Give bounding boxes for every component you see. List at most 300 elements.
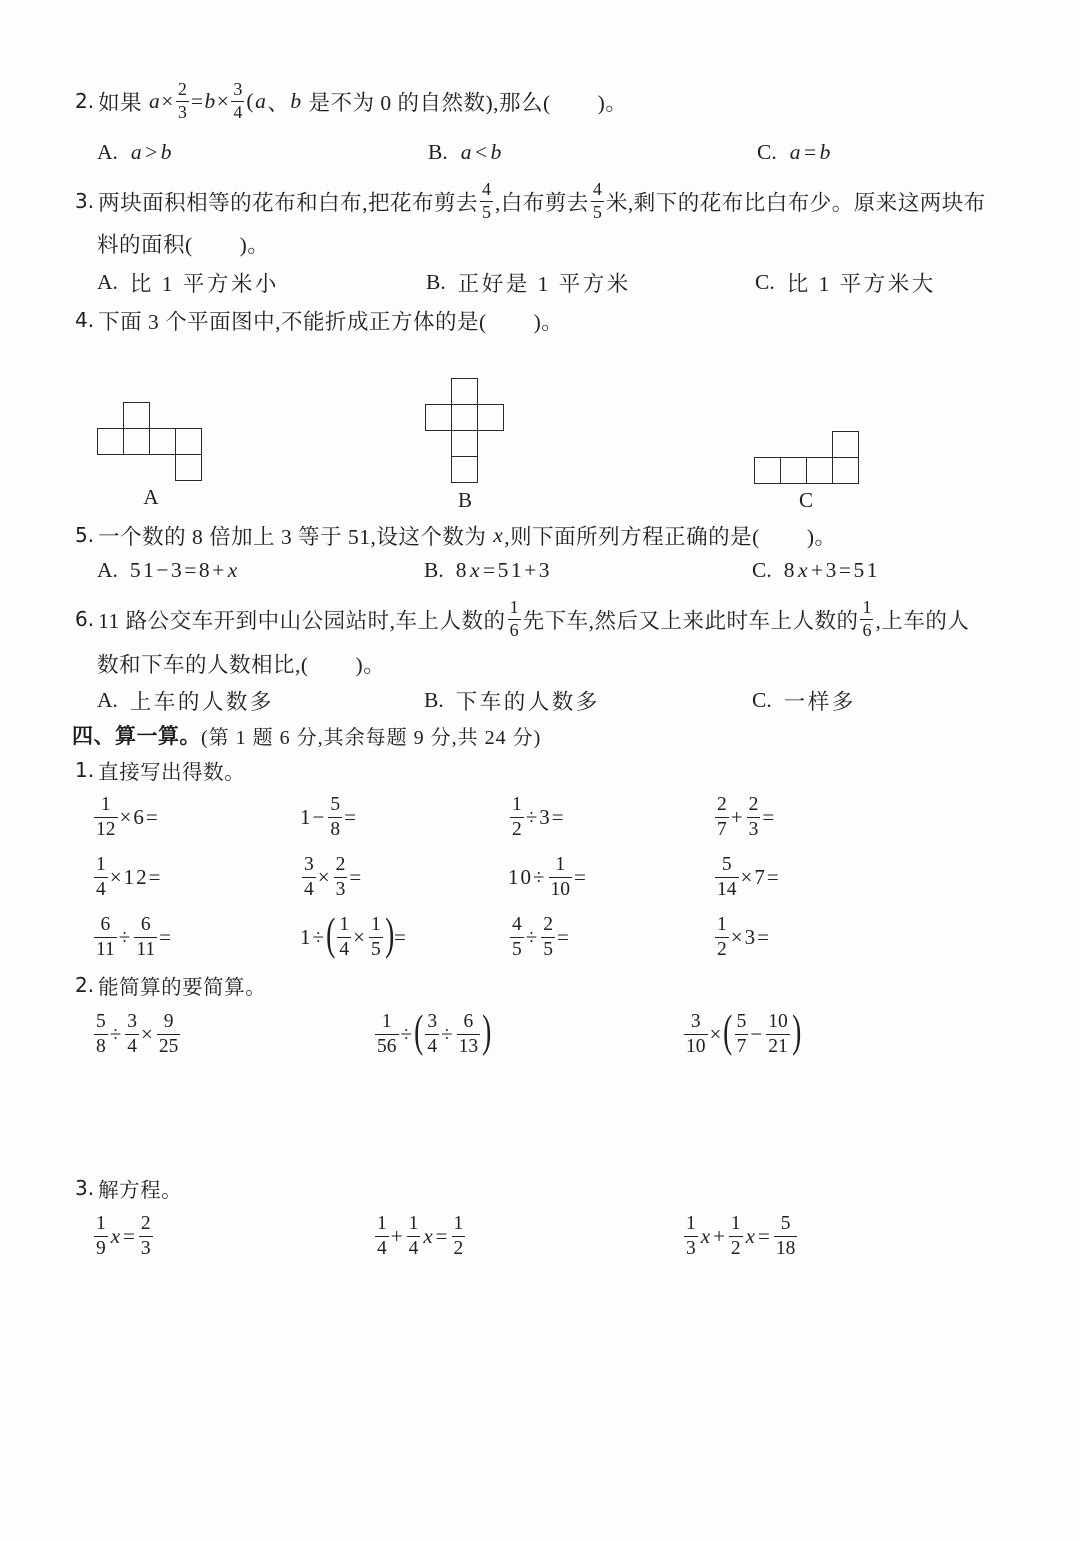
option-label: C. (755, 269, 775, 294)
fraction (369, 914, 383, 959)
fraction (94, 794, 118, 839)
math-variable: a (789, 139, 803, 164)
fraction-numerator: 1 (508, 598, 521, 619)
text-run: 比 1 平方米大 (786, 271, 936, 296)
question-text (98, 520, 836, 551)
fraction-numerator: 2 (334, 854, 348, 877)
fraction-denominator: 6 (862, 619, 872, 640)
math-variable: x (700, 1223, 713, 1248)
fraction-numerator: 3 (231, 80, 244, 101)
fraction-denominator: 7 (717, 818, 727, 840)
calc-item (508, 915, 571, 959)
calc-item (92, 915, 173, 959)
equation-item (92, 1214, 155, 1258)
text-run: 先下车,然后又上来此时车上人数的 (522, 608, 859, 633)
net-cell (477, 404, 504, 431)
question-5-option-a (97, 548, 241, 592)
question-number: 2. (75, 89, 95, 113)
net-cell (451, 430, 478, 457)
fraction (729, 1213, 743, 1258)
part-number: 1. (75, 758, 95, 782)
fraction (541, 914, 555, 959)
fraction-denominator: 5 (481, 201, 491, 222)
fraction-denominator: 11 (96, 938, 115, 960)
fraction (94, 914, 117, 959)
option-label: A. (97, 269, 118, 294)
text-run: = (159, 924, 173, 949)
text-run: 10÷ (508, 864, 547, 889)
fraction-denominator: 3 (335, 878, 346, 900)
fraction (139, 1213, 153, 1258)
question-text (97, 228, 269, 259)
text-run: = (435, 1223, 450, 1248)
fraction (480, 180, 493, 222)
net-cell (175, 454, 202, 481)
fraction (425, 1011, 439, 1056)
text-run: × (353, 924, 367, 949)
option-text (456, 685, 600, 716)
fraction (766, 1011, 790, 1056)
text-run: ,白布剪去 (494, 190, 589, 215)
question-3-stem-continued (97, 221, 269, 265)
fraction-numerator: 9 (157, 1011, 181, 1034)
fraction (510, 914, 524, 959)
equation-item (682, 1214, 799, 1258)
text-run: 1÷ (300, 924, 327, 949)
fraction (375, 1213, 389, 1258)
text-run: 如果 (98, 90, 148, 115)
text-run: × (317, 864, 332, 889)
net-cell (451, 456, 478, 483)
fraction (452, 1213, 466, 1258)
text-run: = (758, 1223, 772, 1248)
fraction-numerator: 10 (766, 1011, 790, 1034)
fraction-numerator: 3 (125, 1011, 139, 1034)
text-run: = (190, 88, 204, 113)
option-label: B. (428, 139, 448, 164)
net-cell (451, 378, 478, 405)
option-text (787, 267, 936, 298)
math-variable: b (490, 139, 504, 164)
text-run: ( (246, 88, 255, 113)
simplify-item (373, 1005, 492, 1057)
text-run: + (713, 1223, 727, 1248)
text-run: = (344, 804, 358, 829)
fraction-numerator: 1 (452, 1213, 466, 1236)
option-text (130, 267, 279, 298)
fraction-numerator: 3 (425, 1011, 439, 1034)
fraction-numerator: 2 (747, 794, 761, 817)
question-2-option-a (97, 130, 175, 174)
text-run: ×7= (740, 864, 781, 889)
fraction-numerator: 1 (407, 1213, 421, 1236)
fraction-denominator: 9 (96, 1237, 106, 1259)
part-2-heading (75, 963, 266, 1007)
fraction-numerator: 2 (715, 794, 729, 817)
fraction-numerator: 1 (369, 914, 383, 937)
fraction-denominator: 56 (377, 1035, 397, 1057)
fraction-numerator: 5 (94, 1011, 108, 1034)
text-run: 下车的人数多 (455, 689, 600, 714)
option-text (784, 558, 880, 583)
math-variable: b (290, 88, 302, 113)
fraction (375, 1011, 399, 1056)
question-5-option-b (424, 548, 552, 592)
fraction-denominator: 21 (768, 1035, 788, 1057)
question-number: 3. (75, 189, 95, 213)
part-number: 3. (75, 1176, 95, 1200)
text-run: ×12= (109, 864, 163, 889)
math-variable: x (797, 557, 811, 582)
text-run: ÷3= (525, 804, 566, 829)
fraction-numerator: 5 (735, 1011, 749, 1034)
calc-item (508, 795, 566, 839)
fraction-numerator: 2 (541, 914, 555, 937)
text-run: × (141, 1021, 155, 1046)
math-variable: x (110, 1223, 123, 1248)
question-number: 4. (75, 308, 95, 332)
fraction-numerator: 4 (591, 180, 604, 201)
fraction-denominator: 6 (509, 619, 519, 640)
text-run: ÷ (441, 1021, 455, 1046)
math-variable: a (130, 139, 145, 164)
text-run: 1− (300, 804, 327, 829)
text-run: ÷ (118, 924, 133, 949)
math-variable: a (460, 139, 474, 164)
option-label: A. (97, 557, 118, 582)
fraction (457, 1011, 481, 1056)
text-run: − (750, 1021, 765, 1046)
fraction (176, 80, 189, 122)
text-run: ×6= (119, 804, 160, 829)
fraction (684, 1011, 708, 1056)
fraction-numerator: 1 (549, 854, 573, 877)
text-run: ,则下面所列方程正确的是( )。 (504, 524, 837, 549)
question-text (98, 80, 627, 122)
question-2-option-b (428, 130, 505, 174)
option-label: B. (424, 557, 444, 582)
fraction-numerator: 1 (510, 794, 524, 817)
fraction-denominator: 2 (453, 1237, 464, 1259)
figure-label: B (457, 488, 472, 512)
fraction-numerator: 1 (715, 914, 729, 937)
fraction-numerator: 6 (94, 914, 117, 937)
text-run: ÷ (525, 924, 540, 949)
fraction-denominator: 13 (458, 1035, 479, 1057)
fraction-denominator: 14 (717, 878, 737, 900)
text-run: =51+3 (483, 557, 553, 582)
text-run: × (709, 1021, 724, 1046)
fraction-denominator: 3 (748, 818, 759, 840)
fraction-denominator: 2 (730, 1237, 741, 1259)
net-cell (123, 402, 150, 429)
fraction (337, 914, 351, 959)
fraction (715, 794, 729, 839)
calc-item (92, 855, 162, 899)
fraction-numerator: 1 (684, 1213, 698, 1236)
text-run: +3=51 (811, 557, 881, 582)
fraction-denominator: 10 (686, 1035, 706, 1057)
fraction-numerator: 1 (94, 794, 118, 817)
fraction (94, 1213, 108, 1258)
large-parenthesis: ( (723, 1005, 733, 1056)
text-run: 8 (783, 557, 797, 582)
option-text (460, 140, 505, 165)
fraction-denominator: 4 (304, 878, 314, 900)
fraction-denominator: 4 (96, 878, 106, 900)
option-label: B. (424, 687, 444, 712)
fraction-denominator: 3 (177, 101, 187, 122)
fraction-numerator: 1 (337, 914, 351, 937)
question-2-stem (75, 79, 627, 123)
simplify-item (682, 1005, 802, 1057)
text-run: 下面 3 个平面图中,不能折成正方体的是( )。 (98, 309, 564, 334)
fraction-denominator: 4 (233, 101, 243, 122)
fraction-numerator: 2 (176, 80, 189, 101)
text-run: 、 (267, 90, 290, 115)
text-run: 上车的人数多 (129, 689, 274, 714)
question-text (98, 598, 969, 640)
fraction (231, 80, 244, 122)
fraction (134, 914, 157, 959)
net-cell (97, 428, 124, 455)
fraction-denominator: 25 (158, 1035, 179, 1057)
fraction-denominator: 8 (96, 1035, 106, 1057)
large-parenthesis: ) (482, 1005, 492, 1056)
calc-item (713, 855, 781, 899)
fraction-denominator: 10 (550, 878, 571, 900)
math-variable: x (227, 557, 240, 582)
question-6-stem (75, 597, 969, 641)
text-run: 两块面积相等的花布和白布,把花布剪去 (98, 190, 478, 215)
net-cell (175, 428, 202, 455)
math-variable: a (148, 88, 161, 113)
text-run: 正好是 1 平方米 (457, 271, 631, 296)
fraction (125, 1011, 139, 1056)
text-run: + (730, 804, 745, 829)
calc-item (713, 795, 776, 839)
question-2-option-c (757, 130, 834, 174)
text-run: ×3= (730, 924, 771, 949)
option-label: C. (757, 139, 777, 164)
math-variable: b (204, 88, 216, 113)
fraction-denominator: 2 (717, 938, 727, 960)
fraction (94, 1011, 108, 1056)
option-text (789, 140, 834, 165)
fraction-denominator: 11 (136, 938, 156, 960)
part-number: 2. (75, 973, 95, 997)
option-label: B. (426, 269, 446, 294)
text-run: = (803, 139, 819, 164)
part-1-heading (75, 748, 245, 792)
fraction (684, 1213, 698, 1258)
question-3-option-c (755, 260, 936, 304)
calc-item (300, 908, 408, 960)
fraction-numerator: 1 (729, 1213, 743, 1236)
fraction-numerator: 5 (715, 854, 739, 877)
large-parenthesis: ( (414, 1005, 424, 1056)
fraction-numerator: 3 (302, 854, 316, 877)
option-text (456, 558, 552, 583)
text-run: 一样多 (783, 689, 856, 714)
part-3-heading (75, 1166, 182, 1210)
fraction-numerator: 6 (457, 1011, 481, 1034)
fraction-denominator: 5 (543, 938, 554, 960)
section-title: 四、算一算。 (72, 724, 201, 748)
fraction-denominator: 4 (377, 1237, 387, 1259)
fraction (860, 598, 873, 640)
text-run: = (762, 804, 777, 829)
fraction (508, 598, 521, 640)
text-run: 51−3=8+ (129, 557, 227, 582)
fraction-numerator: 1 (375, 1213, 389, 1236)
fraction-denominator: 5 (512, 938, 522, 960)
fraction-denominator: 3 (140, 1237, 151, 1259)
math-variable: a (255, 88, 267, 113)
option-text (458, 267, 631, 298)
text-run: = (123, 1223, 137, 1248)
fraction (549, 854, 573, 899)
fraction (774, 1213, 798, 1258)
net-cell (832, 431, 859, 458)
question-text (97, 648, 385, 679)
calc-item (300, 855, 363, 899)
text-run: = (349, 864, 364, 889)
math-variable: x (493, 522, 504, 547)
fraction-denominator: 4 (408, 1237, 419, 1259)
fraction (747, 794, 761, 839)
fraction (591, 180, 604, 222)
net-cell (806, 457, 833, 484)
part-title: 能简算的要简算。 (98, 975, 267, 999)
math-variable: b (819, 139, 833, 164)
text-run: 数和下车的人数相比,( )。 (97, 652, 386, 677)
text-run: 8 (455, 557, 469, 582)
net-cell (754, 457, 781, 484)
fraction (510, 794, 524, 839)
fraction-numerator: 4 (510, 914, 524, 937)
math-variable: b (160, 139, 175, 164)
part-title: 解方程。 (98, 1178, 183, 1202)
fraction-numerator: 6 (134, 914, 157, 937)
text-run: + (390, 1223, 405, 1248)
fraction (94, 854, 108, 899)
fraction-numerator: 1 (375, 1011, 399, 1034)
fraction-numerator: 4 (480, 180, 493, 201)
text-run: 11 路公交车开到中山公园站时,车上人数的 (98, 608, 506, 633)
fraction-numerator: 5 (774, 1213, 798, 1236)
fraction-denominator: 3 (686, 1237, 696, 1259)
fraction (735, 1011, 749, 1056)
question-text (98, 305, 563, 336)
calc-item (713, 915, 771, 959)
option-label: C. (752, 557, 772, 582)
fraction-numerator: 1 (94, 854, 108, 877)
fraction-denominator: 12 (96, 818, 116, 840)
fraction (302, 854, 316, 899)
calc-item (508, 855, 588, 899)
text-run: ÷ (109, 1021, 124, 1046)
question-6-option-c (752, 678, 856, 722)
fraction-denominator: 8 (330, 818, 341, 840)
text-run: = (394, 924, 408, 949)
question-3-stem (75, 179, 986, 223)
fraction-denominator: 18 (775, 1237, 796, 1259)
figure-label: A (143, 485, 159, 509)
simplify-item (92, 1012, 182, 1056)
net-cell (832, 457, 859, 484)
fraction (157, 1011, 181, 1056)
large-parenthesis: ) (384, 908, 394, 959)
text-run: × (161, 88, 174, 113)
question-5-option-c (752, 548, 880, 592)
fraction-numerator: 1 (94, 1213, 108, 1236)
math-variable: x (745, 1223, 757, 1248)
fraction-denominator: 5 (370, 938, 381, 960)
math-variable: x (469, 557, 483, 582)
fraction-numerator: 2 (139, 1213, 153, 1236)
part-title: 直接写出得数。 (98, 760, 246, 784)
equation-item (373, 1214, 467, 1258)
option-text (784, 685, 856, 716)
text-run: = (557, 924, 571, 949)
calc-item (92, 795, 160, 839)
text-run: 米,剩下的花布比白布少。原来这两块布 (605, 190, 986, 215)
section-score-note: (第 1 题 6 分,其余每题 9 分,共 24 分) (201, 726, 542, 749)
question-number: 5. (75, 523, 95, 547)
calc-item (300, 795, 358, 839)
fraction (407, 1213, 421, 1258)
figure-label: C (798, 488, 813, 512)
text-run: = (574, 864, 588, 889)
fraction (715, 914, 729, 959)
fraction-denominator: 7 (736, 1035, 747, 1057)
option-label: A. (97, 139, 118, 164)
text-run: 是不为 0 的自然数),那么( )。 (302, 90, 628, 115)
fraction-denominator: 4 (127, 1035, 138, 1057)
text-run: × (216, 88, 230, 113)
text-run: > (145, 139, 160, 164)
option-label: C. (752, 687, 772, 712)
question-number: 6. (75, 607, 95, 631)
math-variable: x (423, 1223, 435, 1248)
question-4-stem (75, 298, 563, 342)
large-parenthesis: ) (791, 1005, 802, 1056)
net-cell (425, 404, 452, 431)
net-cell (149, 428, 176, 455)
fraction (328, 794, 342, 839)
text-run: < (474, 139, 490, 164)
large-parenthesis: ( (326, 908, 336, 959)
text-run: ,上车的人 (875, 608, 970, 633)
text-run: 料的面积( )。 (97, 232, 270, 257)
net-cell (123, 428, 150, 455)
fraction-denominator: 5 (592, 201, 602, 222)
fraction-denominator: 2 (512, 818, 522, 840)
fraction-denominator: 4 (427, 1035, 438, 1057)
text-run: 一个数的 8 倍加上 3 等于 51,设这个数为 (98, 524, 493, 549)
text-run: 比 1 平方米小 (129, 271, 279, 296)
option-text (130, 558, 241, 583)
option-text (130, 685, 274, 716)
fraction (334, 854, 348, 899)
question-text (98, 180, 986, 222)
net-cell (780, 457, 807, 484)
net-cell (451, 404, 478, 431)
fraction-numerator: 1 (860, 598, 873, 619)
option-text (130, 140, 175, 165)
text-run: ÷ (400, 1021, 415, 1046)
